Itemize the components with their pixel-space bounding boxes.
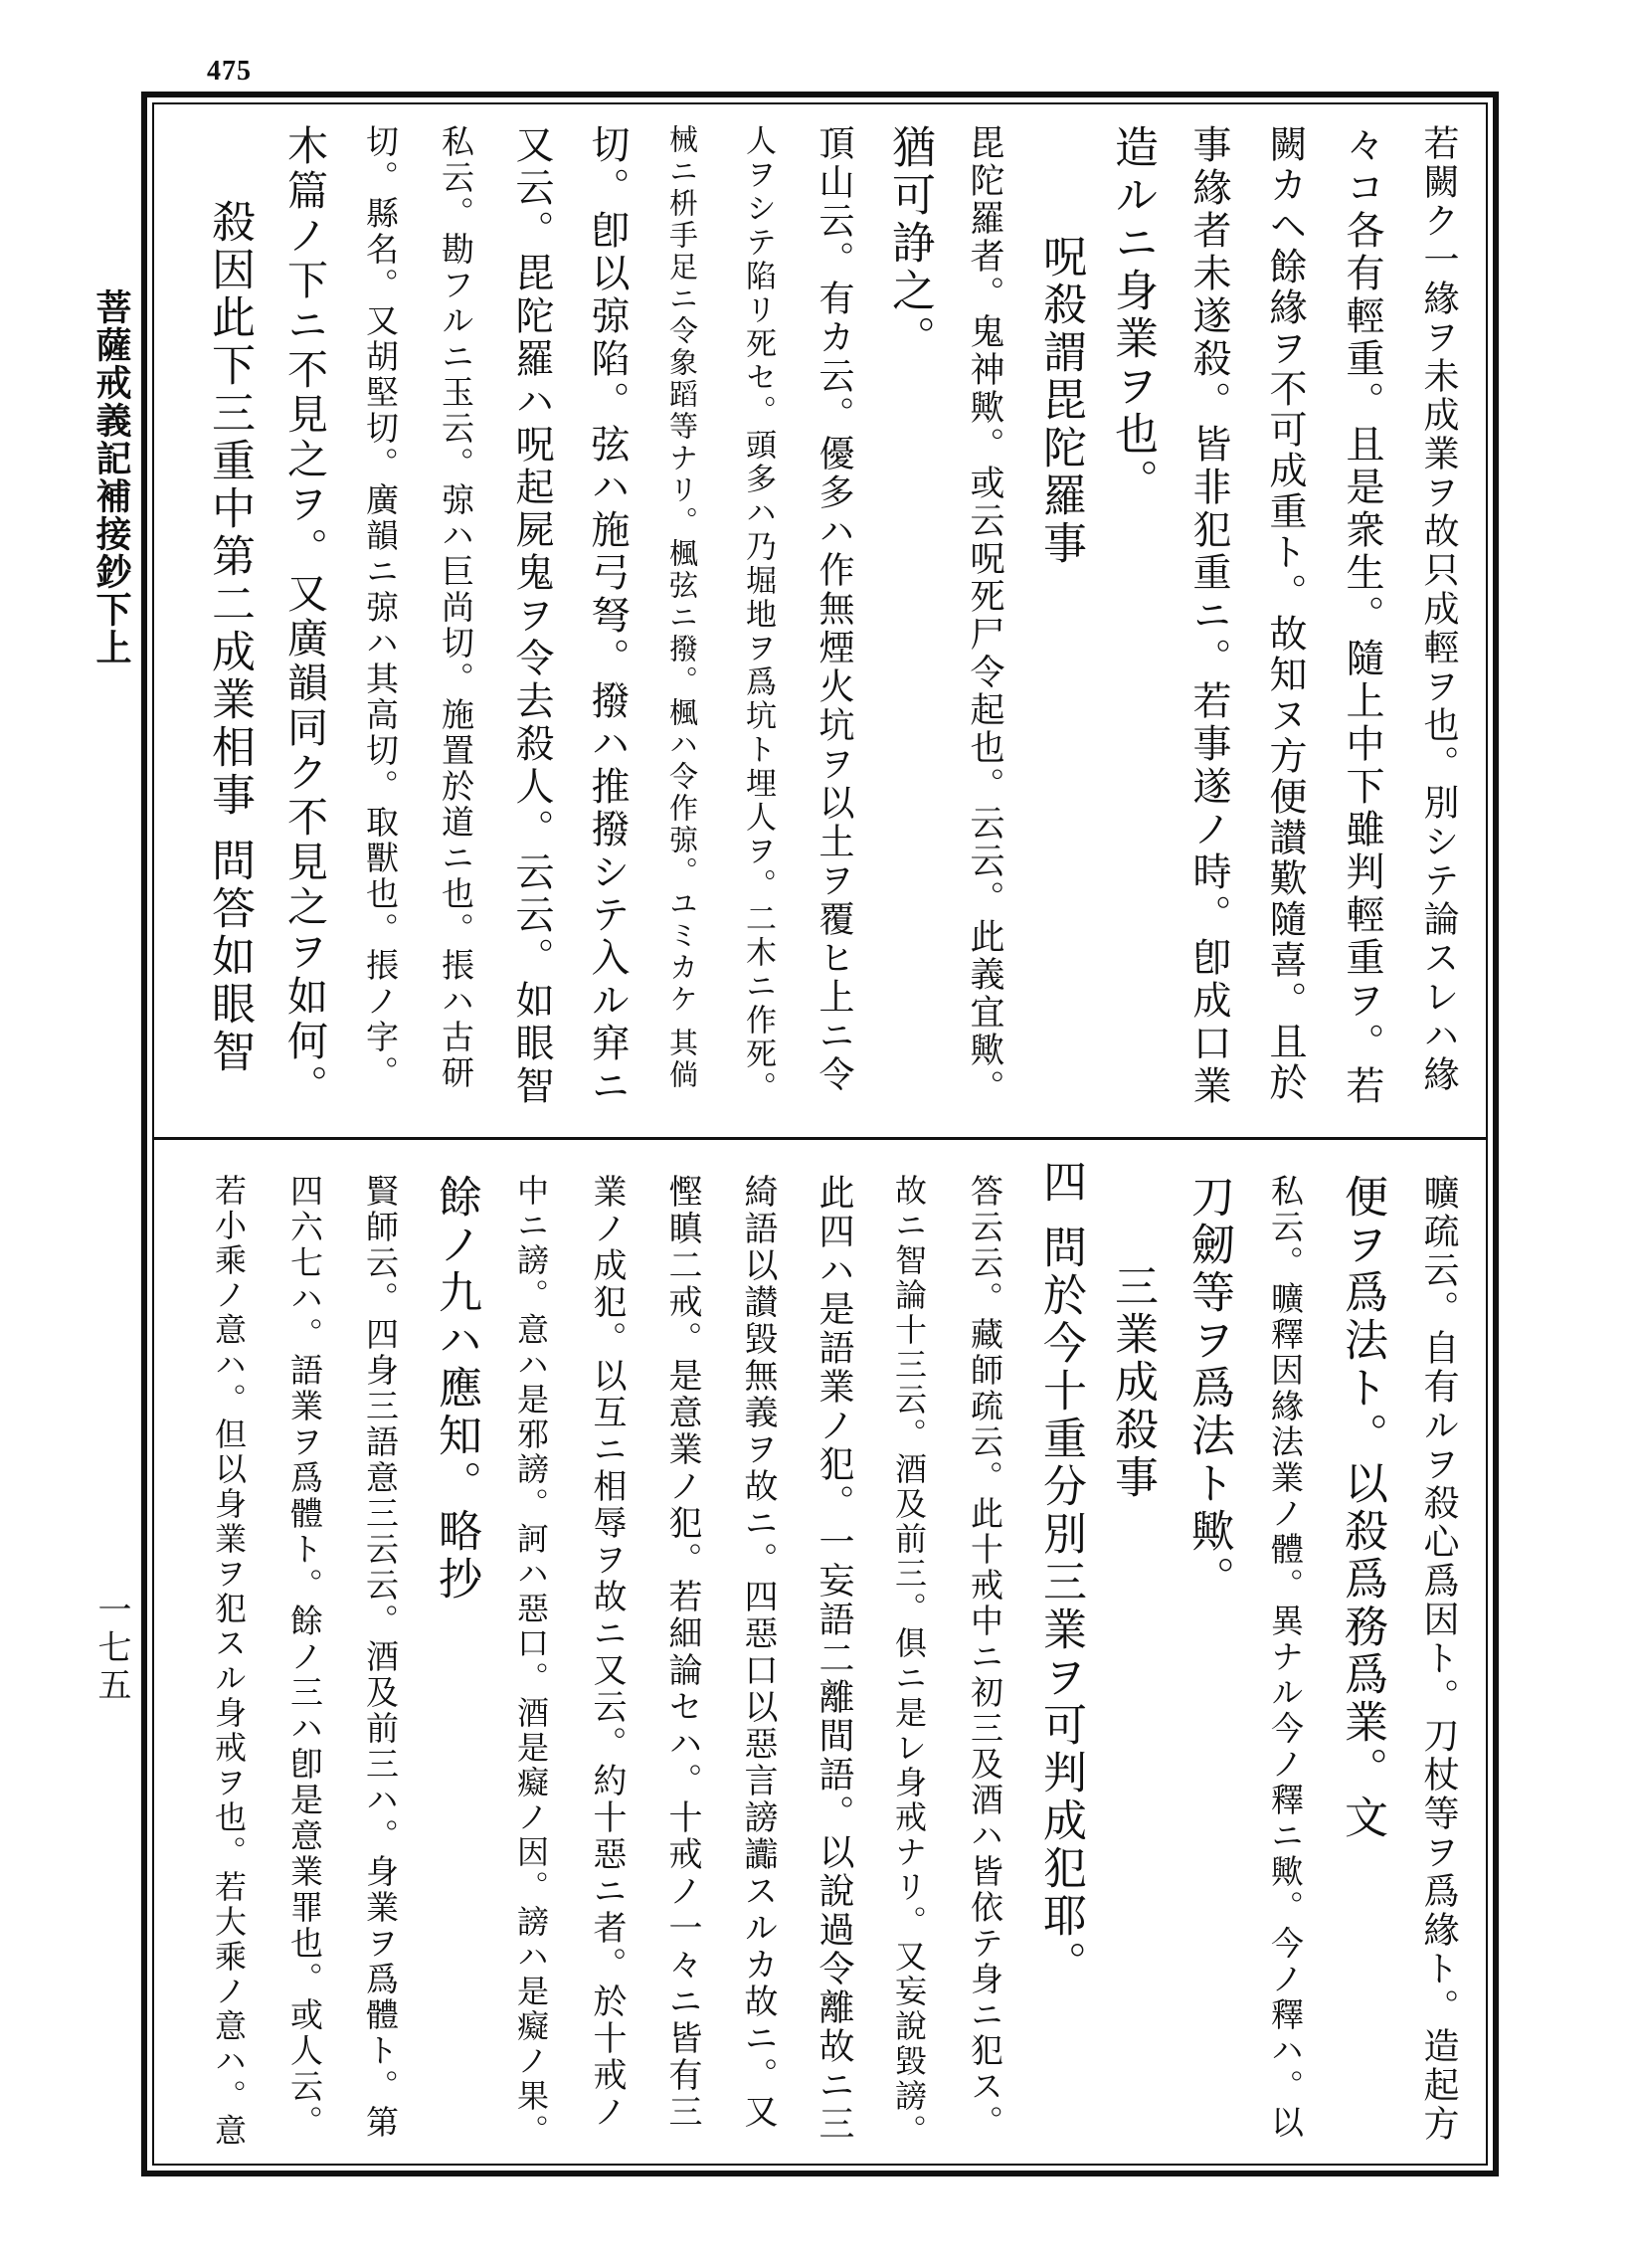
- lower-line-3: 私云。曠釋因緣法業ノ體。異ナル今ノ釋ニ歟。今ノ釋ハ。以: [1266, 1174, 1305, 2141]
- lower-line-16: 四六七ハ。語業ヲ爲體ト。餘ノ三ハ卽是意業罪也。或人云。: [285, 1174, 324, 2141]
- upper-line-9: 頂山云。有カ云。優多ハ作無煙火坑ヲ以土ヲ覆ヒ上ニ令: [814, 124, 854, 1094]
- lower-line-11: 慳瞋二戒。是意業ノ犯。若細論セハ。十戒ノ一々ニ皆有三: [662, 1174, 702, 2131]
- upper-line-5: 造ルニ身業ヲ也。: [1107, 124, 1158, 506]
- upper-line-13: 又云。毘陀羅ハ呪起屍鬼ヲ令去殺人。云云。如眼智: [509, 124, 554, 1108]
- upper-line-15: 切。縣名。又胡堅切。廣韻ニ弶ハ其高切。取獸也。掁ノ字。: [361, 124, 400, 1091]
- lower-line-6: 四 問於今十重分別三業ヲ可判成犯耶。: [1035, 1159, 1086, 1988]
- lower-line-15: 賢師云。四身三語意三云云。酒及前三ハ。身業ヲ爲體ト。第: [361, 1174, 400, 2141]
- upper-line-8: 猶可諍之。: [884, 124, 935, 363]
- register-divider: [154, 1137, 1486, 1140]
- upper-line-4: 事緣者未遂殺。皆非犯重ニ。若事遂ノ時。卽成口業: [1186, 124, 1231, 1108]
- folio-number: 一七五: [91, 1592, 131, 1705]
- running-title: 菩薩戒義記補接鈔下上: [91, 288, 132, 666]
- lower-line-1: 曠疏云。自有ルヲ殺心爲因ト。刀杖等ヲ爲緣ト。造起方: [1418, 1174, 1459, 2144]
- upper-line-7: 毘陀羅者。鬼神歟。或云呪死尸令起也。云云。此義宜歟。: [965, 124, 1004, 1107]
- lower-line-12: 業ノ成犯。以互ニ相辱ヲ故ニ又云。約十惡ニ者。於十戒ノ: [587, 1174, 627, 2131]
- upper-heading-curse: 呪殺謂毘陀羅事: [1035, 234, 1086, 568]
- lower-heading-three-karmas: 三業成殺事: [1107, 1263, 1158, 1502]
- upper-line-16: 木篇ノ下ニ不見之ヲ。又廣韻同ク不見之ヲ如何。: [280, 124, 328, 1109]
- upper-line-12: 切。卽以弶陷。弦ハ施弓弩。撥ハ推撥シテ入ル穽ニ: [585, 124, 630, 1108]
- lower-line-10: 綺語以讃毀無義ヲ故ニ。四惡口以惡言謗讟スルカ故ニ。又: [738, 1174, 778, 2131]
- lower-line-2: 便ヲ爲法ト。以殺爲務爲業。文: [1337, 1174, 1387, 1842]
- lower-line-9: 此四ハ是語業ノ犯。一妄語二離間語。以說過令離故ニ三: [814, 1174, 854, 2144]
- lower-line-17: 若小乘ノ意ハ。但以身業ヲ犯スル身戒ヲ也。若大乘ノ意ハ。意: [210, 1174, 248, 2149]
- lower-line-14: 餘ノ九ハ應知。略抄: [431, 1174, 481, 1604]
- page-number: 475: [207, 56, 252, 87]
- lower-line-7: 答云云。藏師疏云。此十戒中ニ初三及酒ハ皆依テ身ニ犯ス。: [966, 1174, 1004, 2141]
- lower-line-13: 中ニ謗。意ハ是邪謗。訶ハ惡口。酒是癡ノ因。謗ハ是癡ノ果。: [512, 1174, 550, 2149]
- lower-line-8: 故ニ智論十三云。酒及前三。俱ニ是レ身戒ナリ。又妄說毀謗。: [890, 1174, 928, 2149]
- upper-line-14: 私云。勘フルニ玉云。弶ハ巨尚切。施置於道ニ也。掁ハ古研: [437, 124, 475, 1091]
- upper-line-2: 々コ各有輕重。且是衆生。隨上中下雖判輕重ヲ。若: [1340, 124, 1384, 1108]
- lower-line-4: 刀劒等ヲ爲法ト歟。: [1183, 1174, 1234, 1604]
- upper-line-3: 闕カヘ餘緣ヲ不可成重ト。故知ヌ方便讃歎隨喜。且於: [1263, 124, 1307, 1103]
- upper-line-10: 人ヲシテ陷リ死セ。頭多ハ乃堀地ヲ爲坑ト埋人ヲ。二木ニ作死。: [740, 124, 776, 1105]
- upper-heading-second-weight: 殺因此下三重中第二成業相事 問答如眼智: [204, 199, 255, 1076]
- upper-line-11: 械ニ枡手足ニ令象蹈等ナリ。楓弦ニ撥。楓ハ令作弶。ユミカケ 其倘: [665, 124, 699, 1092]
- upper-line-1: 若闕ク一緣ヲ未成業ヲ故只成輕ヲ也。別シテ論スレハ緣: [1418, 124, 1459, 1094]
